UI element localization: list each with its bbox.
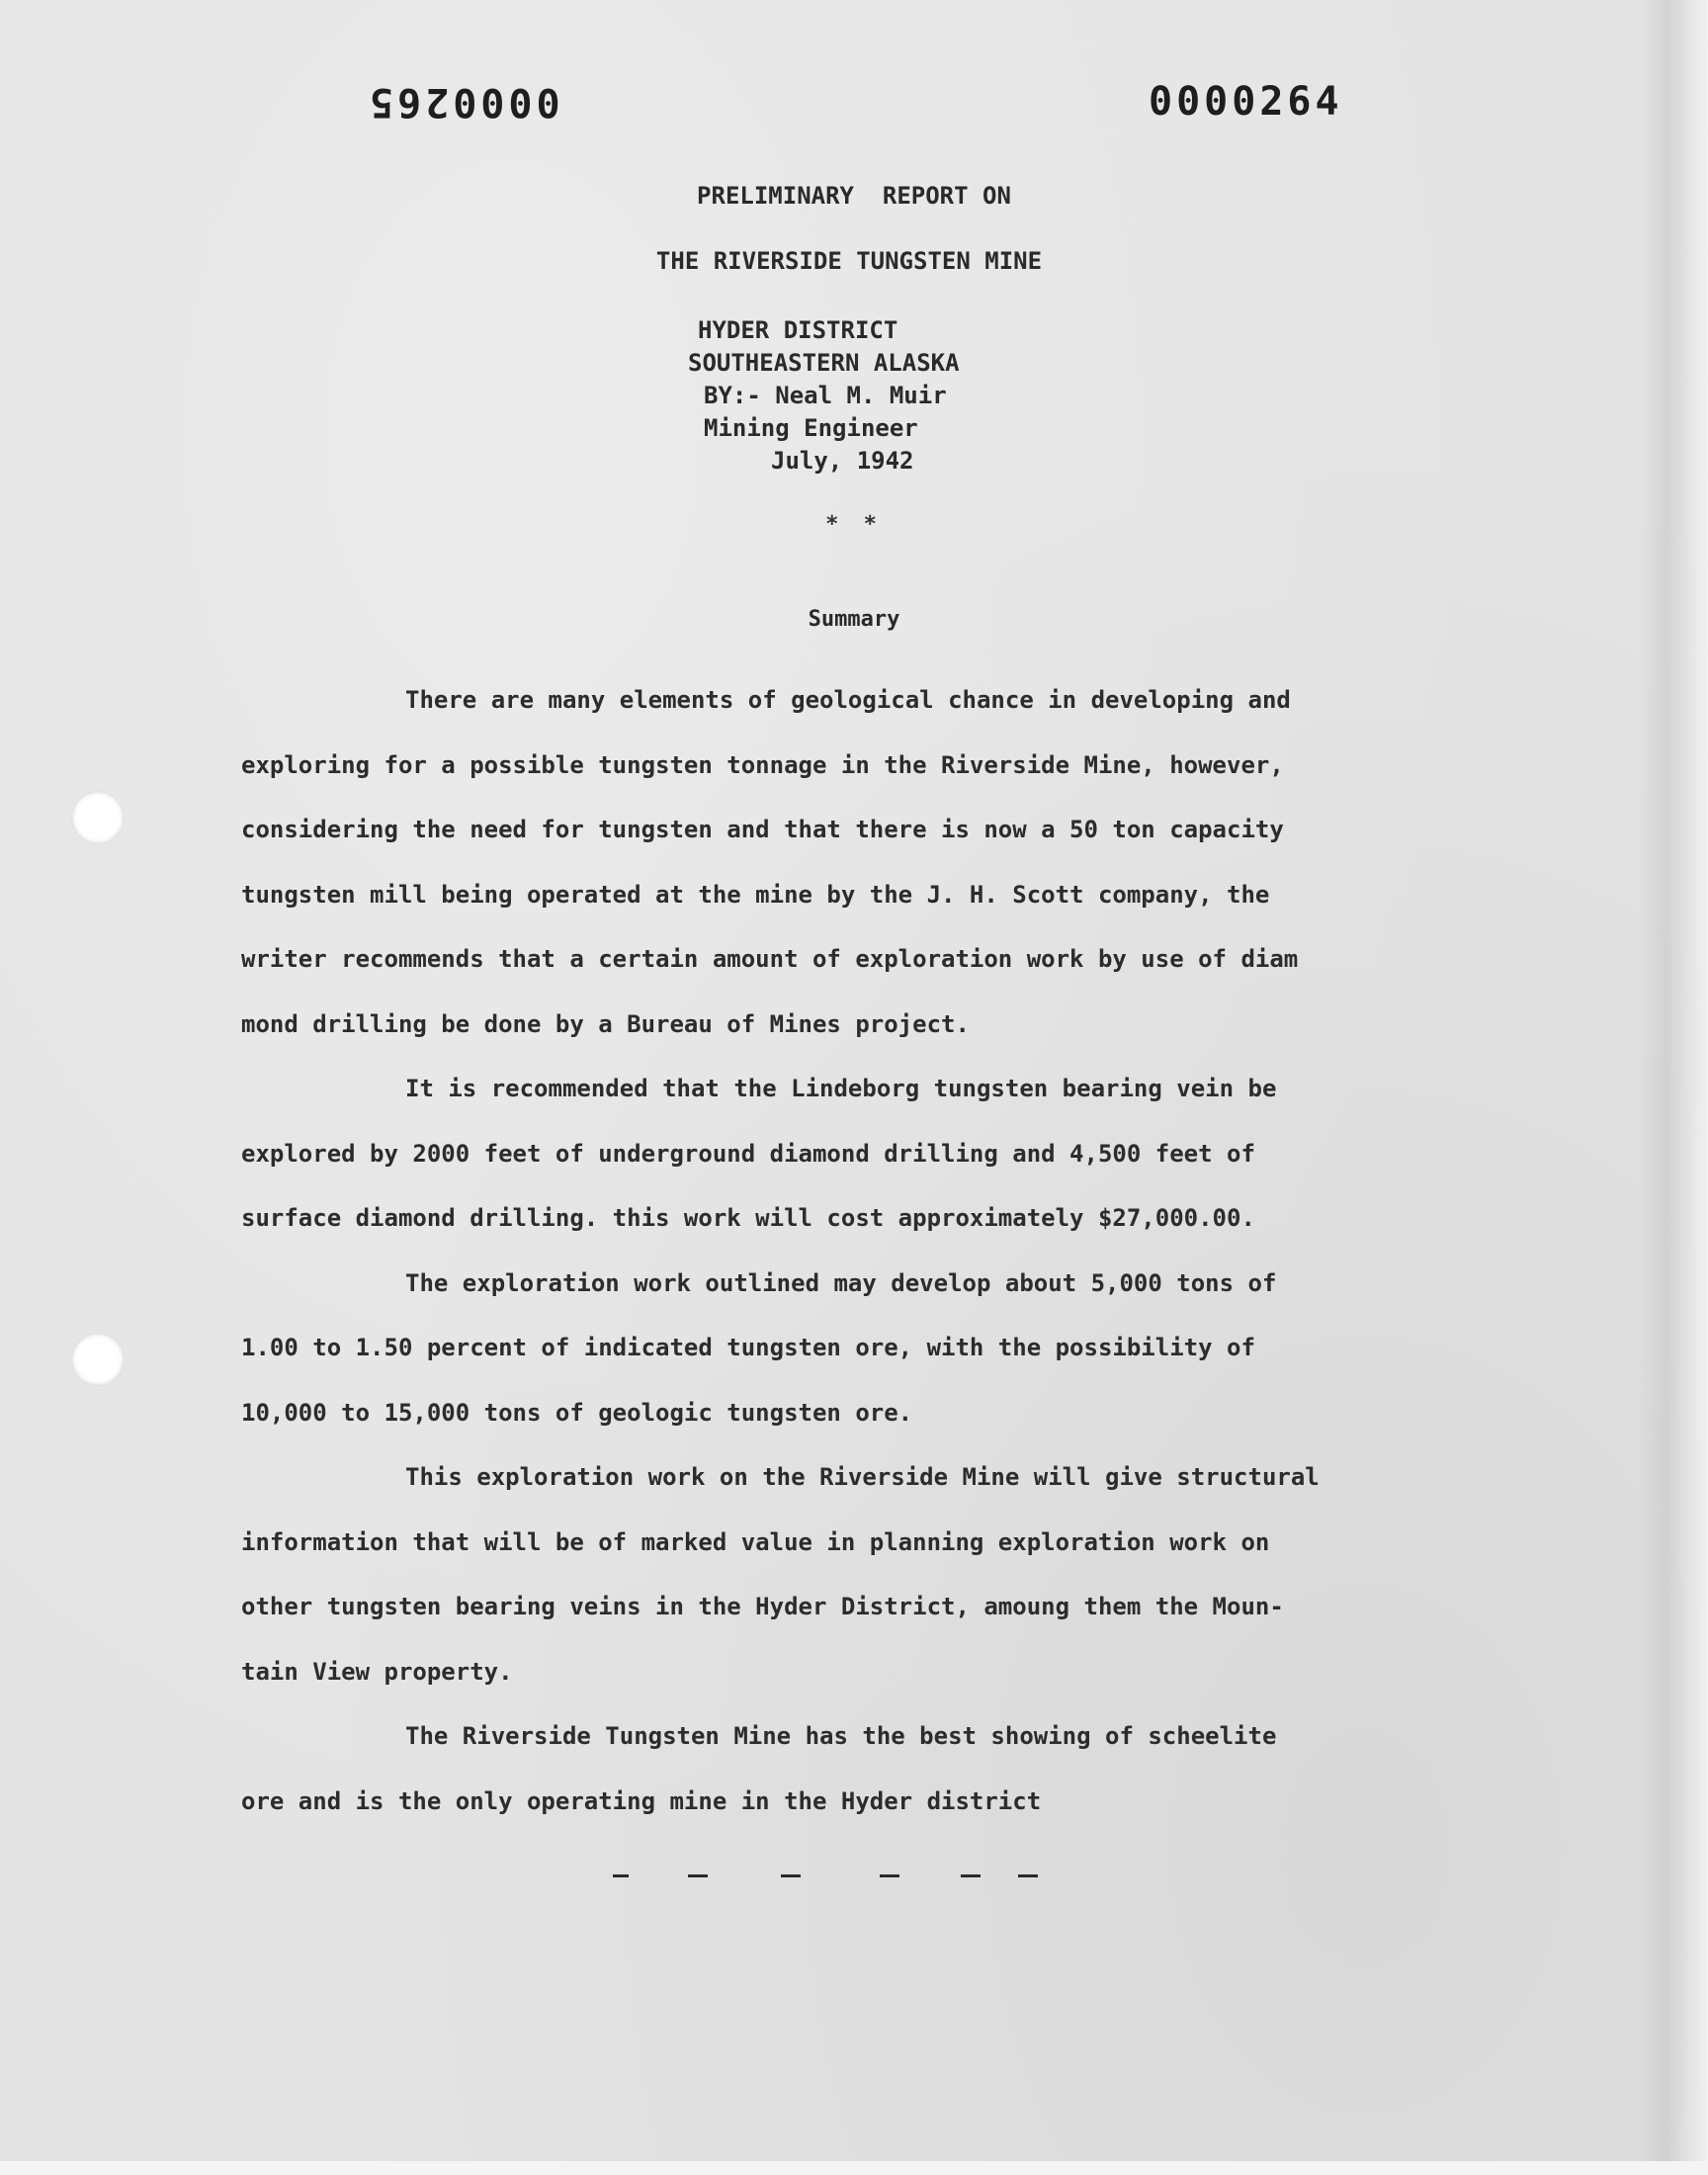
footer-dash	[613, 1874, 629, 1877]
body-line: 1.00 to 1.50 percent of indicated tungsten ore, with the possibility of	[241, 1334, 1255, 1361]
report-title-line-1: PRELIMINARY REPORT ON	[697, 182, 1011, 210]
body-line: There are many elements of geological chance in developing and	[405, 686, 1291, 714]
body-line: explored by 2000 feet of underground diamond drilling and 4,500 feet of	[241, 1139, 1255, 1168]
punch-hole	[71, 1333, 125, 1386]
page-bottom-edge	[0, 2161, 1708, 2175]
body-line: exploring for a possible tungsten tonnage in the Riverside Mine, however,	[241, 750, 1284, 779]
report-date: July, 1942	[771, 447, 914, 475]
author-byline: BY:- Neal M. Muir	[704, 382, 947, 409]
author-block	[613, 314, 1087, 478]
asterisk-ornament: * *	[825, 512, 883, 537]
body-line: It is recommended that the Lindeborg tungsten bearing vein be	[405, 1075, 1277, 1102]
summary-body	[241, 668, 1459, 1834]
body-line: ore and is the only operating mine in the Hyder district	[241, 1786, 1042, 1815]
page-number: 0000264	[1149, 79, 1343, 125]
body-line: tungsten mill being operated at the mine by the J. H. Scott company, the	[241, 880, 1270, 909]
footer-dash	[880, 1874, 899, 1877]
body-line: mond drilling be done by a Bureau of Mines project.	[241, 1009, 970, 1038]
body-line: This exploration work on the Riverside Mine will give structural	[405, 1463, 1320, 1491]
body-line: The exploration work outlined may develop about 5,000 tons of	[405, 1268, 1277, 1297]
district-line: HYDER DISTRICT	[698, 316, 898, 344]
body-line: 10,000 to 15,000 tons of geologic tungsten ore.	[241, 1398, 913, 1427]
report-title-line-2: THE RIVERSIDE TUNGSTEN MINE	[655, 247, 1043, 275]
page-edge-shadow	[1639, 0, 1708, 2175]
author-role: Mining Engineer	[704, 414, 918, 442]
region-line: SOUTHEASTERN ALASKA	[688, 349, 960, 377]
body-line: The Riverside Tungsten Mine has the best showing of scheelite	[405, 1722, 1277, 1750]
footer-dash	[1018, 1874, 1038, 1877]
body-line: considering the need for tungsten and that there is now a 50 ton capacity	[241, 816, 1284, 843]
body-line: writer recommends that a certain amount of exploration work by use of diam	[241, 945, 1299, 973]
body-line: tain View property.	[241, 1657, 513, 1686]
footer-dash	[961, 1874, 981, 1877]
body-line: surface diamond drilling. this work will cost approximately $27,000.00.	[241, 1204, 1255, 1232]
page-number-inverted: 0000265	[366, 79, 560, 125]
footer-dash	[688, 1874, 708, 1877]
footer-dash-row	[613, 1861, 1048, 1890]
punch-hole	[71, 791, 125, 844]
section-heading-summary	[0, 607, 1708, 632]
body-line: information that will be of marked value in planning exploration work on	[241, 1527, 1270, 1556]
body-line: other tungsten bearing veins in the Hyder District, amoung them the Moun-	[241, 1593, 1284, 1620]
section-heading-text: Summary	[808, 607, 900, 632]
footer-dash	[781, 1874, 801, 1877]
